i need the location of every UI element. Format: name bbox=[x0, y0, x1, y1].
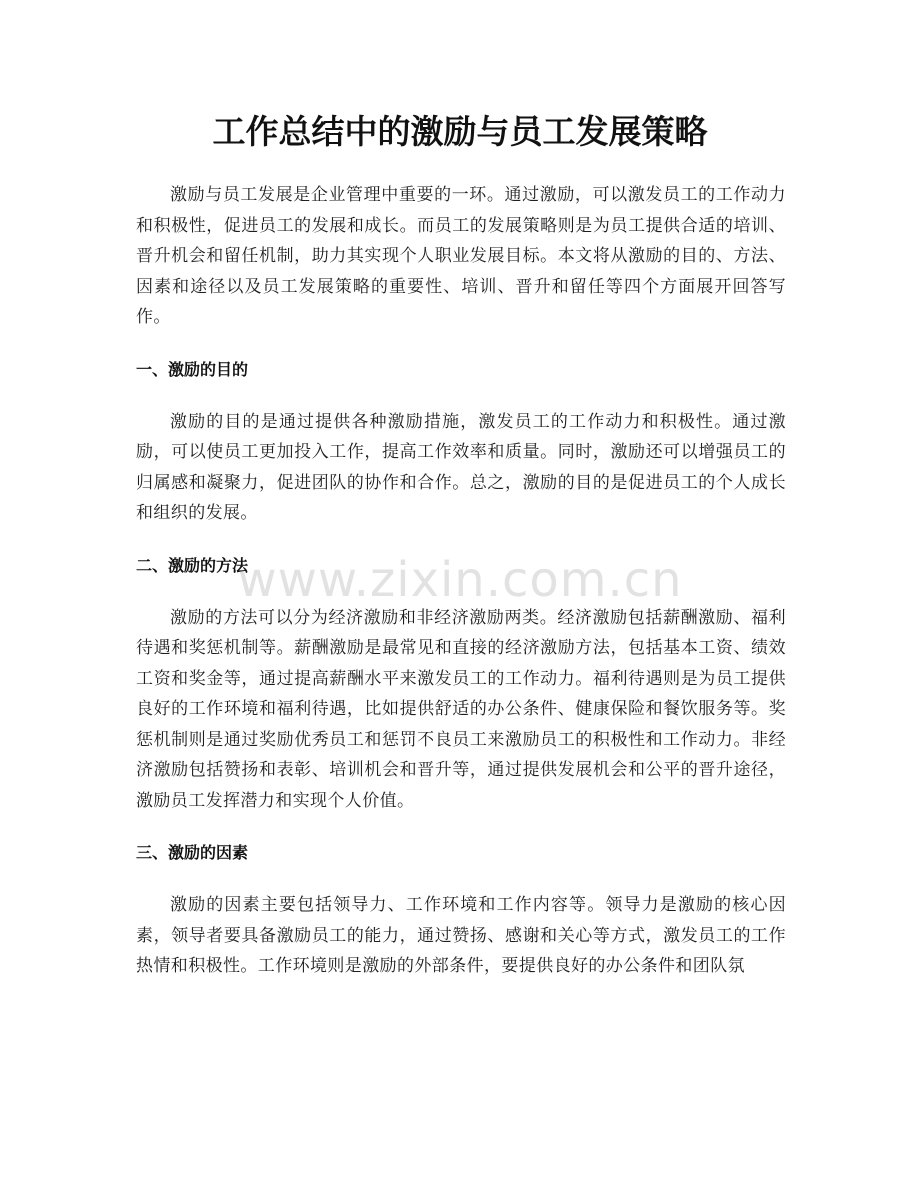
section-text-purpose: 激励的目的是通过提供各种激励措施，激发员工的工作动力和积极性。通过激励，可以使员工更加投入工作，提高工作效率和质量。同时，激励还可以增强员工的归属感和凝聚力，促进团队的协作和合作。总之，激励的目的是促进员工的个人成长和组织的发展。 bbox=[136, 411, 786, 523]
section-text-factors: 激励的因素主要包括领导力、工作环境和工作内容等。领导力是激励的核心因素，领导者要具备激励员工的能力，通过赞扬、感谢和关心等方式，激发员工的工作热情和积极性。工作环境则是激励的外部条件，要提供良好的办公条件和团队氛 bbox=[136, 895, 786, 976]
section-text-methods: 激励的方法可以分为经济激励和非经济激励两类。经济激励包括薪酬激励、福利待遇和奖惩机制等。薪酬激励是最常见和直接的经济激励方法，包括基本工资、绩效工资和奖金等，通过提高薪酬水平来激发员工的工作动力。福利待遇则是为员工提供良好的工作环境和福利待遇，比如提供舒适的办公条件、健康保险和餐饮服务等。奖惩机制则是通过奖励优秀员工和惩罚不良员工来激励员工的积极性和工作动力。非经济激励包括赞扬和表彰、培训机会和晋升等，通过提供发展机会和公平的晋升途径，激励员工发挥潜力和实现个人价值。 bbox=[136, 607, 786, 811]
document-body bbox=[136, 180, 786, 982]
section-heading-methods: 二、激励的方法 bbox=[136, 555, 249, 575]
section-heading-factors: 三、激励的因素 bbox=[136, 843, 249, 862]
watermark-text: www.zixin.com.cn bbox=[237, 552, 683, 608]
section-heading-purpose: 一、激励的目的 bbox=[136, 359, 249, 379]
intro-paragraph: 激励与员工发展是企业管理中重要的一环。通过激励，可以激发员工的工作动力和积极性，促进员工的发展和成长。而员工的发展策略则是为员工提供合适的培训、晋升机会和留任机制，助力其实现个人职业发展目标。本文将从激励的目的、方法、因素和途径以及员工发展策略的重要性、培训、晋升和留任等四个方面展开回答写作。 bbox=[136, 185, 786, 327]
document-title: 工作总结中的激励与员工发展策略 bbox=[212, 112, 708, 151]
